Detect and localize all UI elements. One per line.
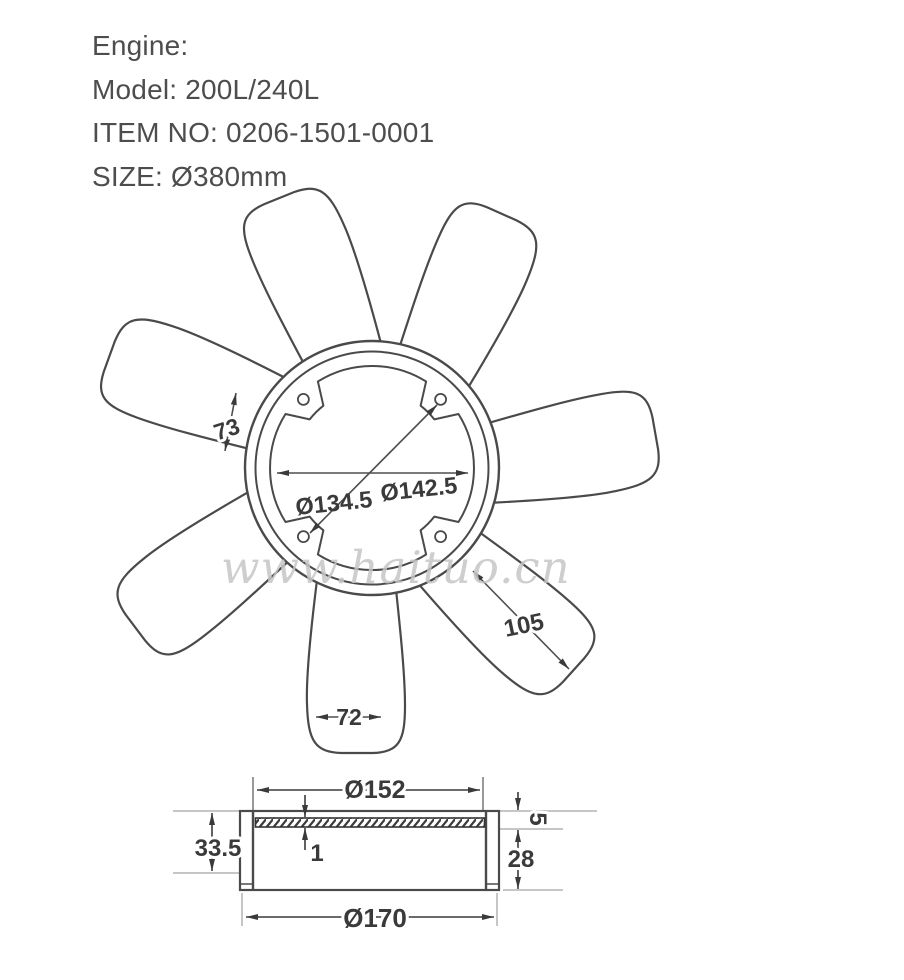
dim-plate-thickness: 1 (310, 840, 324, 867)
item-no-label: ITEM NO: 0206-1501-0001 (92, 117, 435, 148)
dim-flange-height: 5 (524, 812, 551, 826)
dim-blade-tip-width: 72 (336, 704, 362, 730)
dim-blade-root-width: 73 (210, 412, 243, 446)
fan-side-view (173, 776, 597, 933)
dim-top-inner-diameter: Ø152 (344, 776, 406, 804)
model-label: Model: 200L/240L (92, 73, 320, 105)
engine-label: Engine: (92, 30, 189, 61)
dim-outer-diameter: Ø170 (343, 903, 407, 933)
dim-blade-length: 105 (501, 608, 547, 643)
size-label: SIZE: Ø380mm (92, 160, 288, 192)
fan-top-view (93, 179, 664, 753)
fan-plate-hatched-section (256, 818, 485, 827)
dim-bolt-circle-diameter: Ø142.5 (379, 472, 459, 506)
dim-total-height: 33.5 (194, 835, 242, 862)
dim-skirt-height: 28 (507, 846, 535, 873)
dim-inner-diameter: Ø134.5 (294, 486, 374, 520)
watermark-text: www.haituo.cn (221, 541, 571, 594)
